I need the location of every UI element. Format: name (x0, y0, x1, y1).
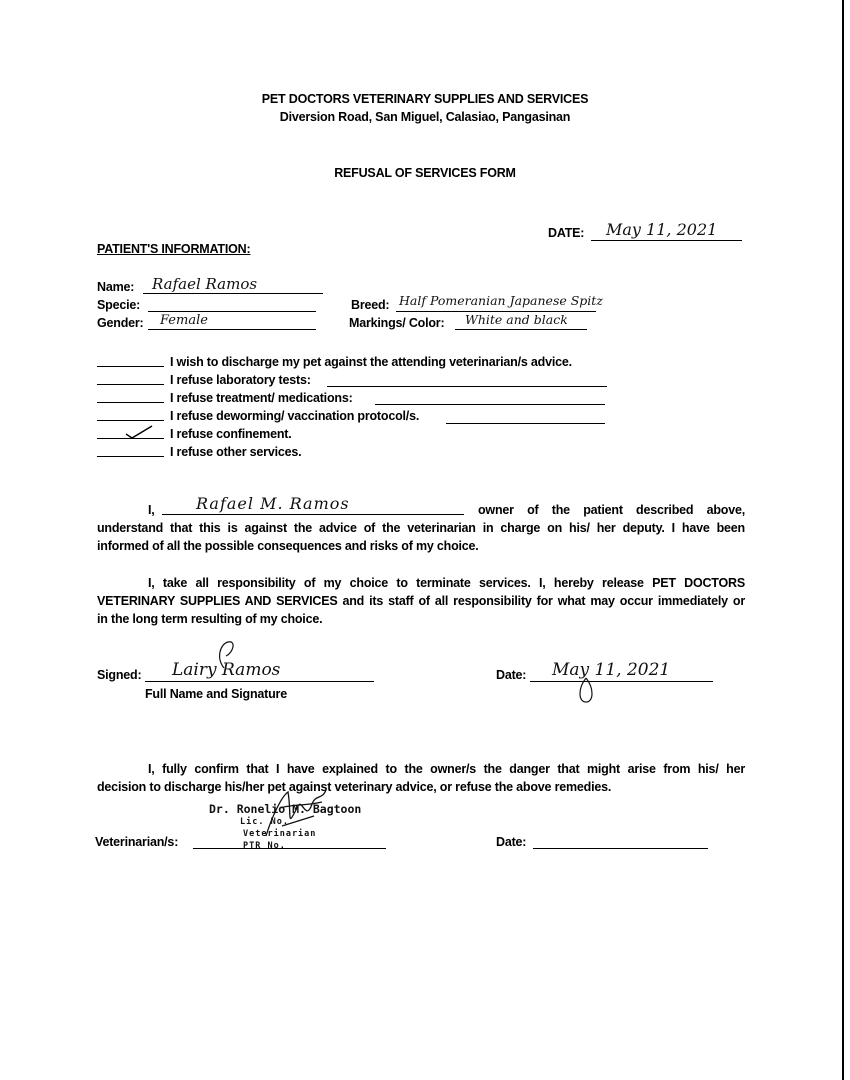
lab-tests-detail-line[interactable] (327, 386, 607, 387)
patient-info-heading: PATIENT'S INFORMATION: (97, 242, 251, 256)
vet-date-label: Date: (496, 835, 527, 849)
owner-name-line (162, 514, 464, 515)
owner-date-label: Date: (496, 668, 527, 682)
option-refuse-treatment: I refuse treatment/ medications: (170, 391, 353, 405)
statement2-line2: VETERINARY SUPPLIES AND SERVICES and its staff of all responsibility for what may occur immediately or (97, 594, 745, 608)
specie-line (148, 311, 316, 312)
signature-line (145, 681, 374, 682)
specie-label: Specie: (97, 298, 141, 312)
statement2-line1: I, take all responsibility of my choice to terminate services. I, hereby release PET DOCTORS (148, 576, 745, 590)
signature-flourish-icon (214, 640, 244, 670)
name-line (143, 293, 323, 294)
owner-date-value[interactable]: May 11, 2021 (552, 660, 671, 680)
clinic-name: PET DOCTORS VETERINARY SUPPLIES AND SERVICES (261, 92, 589, 106)
clinic-address: Diversion Road, San Miguel, Calasiao, Pangasinan (279, 110, 571, 124)
markings-label: Markings/ Color: (349, 316, 445, 330)
statement1-line1-rest: owner of the patient described above, (478, 503, 745, 517)
option-blank[interactable] (97, 420, 164, 421)
vet-signature-scribble-icon (262, 786, 332, 846)
statement2-line3: in the long term resulting of my choice. (97, 612, 323, 626)
vet-stamp-ptr: PTR No. (243, 841, 286, 851)
deworming-detail-line[interactable] (446, 423, 605, 424)
option-refuse-lab-tests: I refuse laboratory tests: (170, 373, 311, 387)
vet-date-line[interactable] (533, 848, 708, 849)
gender-label: Gender: (97, 316, 144, 330)
markings-line (455, 329, 587, 330)
signed-label: Signed: (97, 668, 142, 682)
vet-stamp-license: Lic. No. (240, 817, 289, 827)
page-edge-line (842, 0, 844, 1080)
owner-signature[interactable]: Lairy Ramos (172, 660, 281, 680)
vet-signature-line[interactable] (193, 848, 386, 849)
option-blank[interactable] (97, 366, 164, 367)
statement1-line3: informed of all the possible consequences and risks of my choice. (97, 539, 479, 553)
treatment-detail-line[interactable] (375, 404, 605, 405)
form-title: REFUSAL OF SERVICES FORM (334, 166, 516, 180)
option-refuse-other-services: I refuse other services. (170, 445, 302, 459)
gender-line (148, 329, 316, 330)
markings-value[interactable]: White and black (465, 312, 568, 327)
option-refuse-deworming: I refuse deworming/ vaccination protocol/s. (170, 409, 420, 423)
vet-stamp-name: Dr. Ronelio M. Bagtoon (209, 802, 362, 816)
date-label: DATE: (548, 226, 585, 240)
vet-stamp-title: Veterinarian (243, 829, 317, 839)
date-line (591, 240, 742, 241)
option-blank[interactable] (97, 402, 164, 403)
date-flourish-icon (574, 676, 600, 706)
date-value[interactable]: May 11, 2021 (606, 220, 718, 239)
name-label: Name: (97, 280, 135, 294)
breed-label: Breed: (351, 298, 390, 312)
statement1-line2: understand that this is against the advice of the veterinarian in charge on his/ her deputy. I have been (97, 521, 745, 535)
option-blank[interactable] (97, 384, 164, 385)
statement3-line1: I, fully confirm that I have explained to the owner/s the danger that might arise from his/ her (148, 762, 745, 776)
owner-date-line (530, 681, 713, 682)
breed-value[interactable]: Half Pomeranian Japanese Spitz (399, 293, 603, 308)
signature-caption: Full Name and Signature (145, 687, 287, 701)
gender-value[interactable]: Female (160, 313, 208, 328)
option-refuse-confinement: I refuse confinement. (170, 427, 292, 441)
check-mark-icon (124, 424, 154, 440)
vet-label: Veterinarian/s: (95, 835, 179, 849)
option-blank[interactable] (97, 456, 164, 457)
statement1-lead: I, (148, 503, 155, 517)
name-value[interactable]: Rafael Ramos (152, 275, 258, 293)
option-discharge-against-advice: I wish to discharge my pet against the attending veterinarian/s advice. (170, 355, 572, 369)
owner-name-value[interactable]: Rafael M. Ramos (196, 494, 350, 513)
statement3-line2: decision to discharge his/her pet against veterinary advice, or refuse the above remedies. (97, 780, 612, 794)
